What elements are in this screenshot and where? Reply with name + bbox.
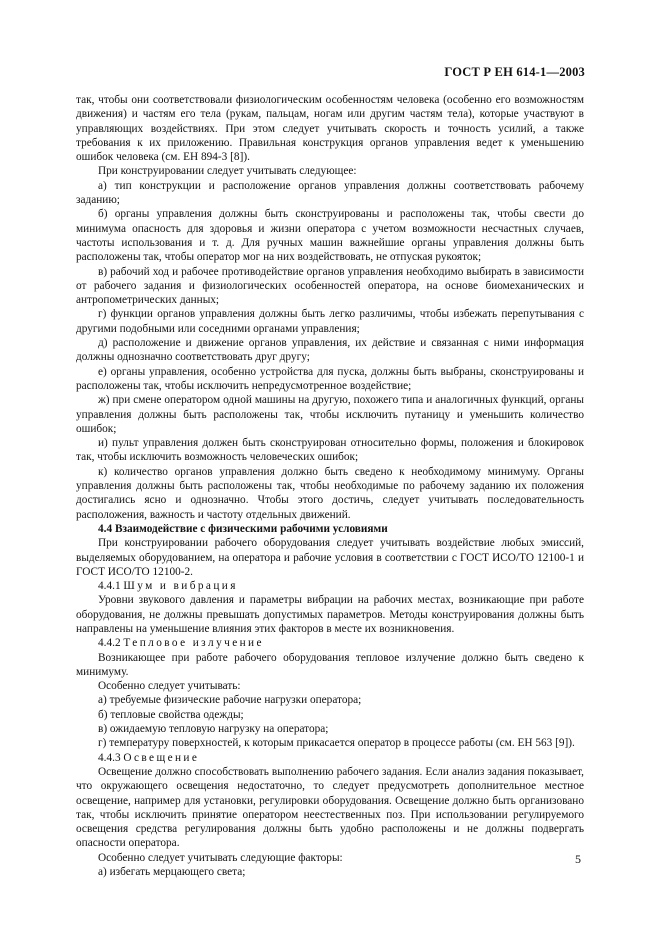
paragraph: При конструировании следует учитывать следующее: (98, 165, 357, 178)
subsection-number: 4.4.3 (98, 751, 124, 764)
subsection-number: 4.4.2 (98, 637, 124, 650)
paragraph: Уровни звукового давления и параметры вибрации на рабочих местах, возникающие при работе оборудования, не должны превышать допустимых параметров. Методы конструирования должны быть направлены на уменьшение влияния этих факторов в месте их возникновения. (76, 594, 584, 635)
paragraph: в) ожидаемую тепловую нагрузку на оператора; (98, 723, 329, 736)
paragraph: г) функции органов управления должны быть легко различимы, чтобы избежать перепутывания с другими подобными или соседними органами управления; (76, 308, 584, 335)
paragraph: а) избегать мерцающего света; (98, 866, 246, 879)
paragraph: При конструировании рабочего оборудования следует учитывать воздействие любых эмиссий, выделяемых оборудованием, на оператора и рабочие условия в соответствии с ГОСТ ИСО/ТО 12100-1 и ГОСТ ИСО/ТО 12100-2. (76, 537, 584, 578)
paragraph: а) требуемые физические рабочие нагрузки оператора; (98, 694, 362, 707)
paragraph: Особенно следует учитывать: (98, 680, 241, 693)
subsection-title: Тепловое излучение (123, 637, 264, 650)
subsection-title: Шум и вибрация (123, 580, 238, 593)
subsection-number: 4.4.1 (98, 580, 124, 593)
paragraph: Особенно следует учитывать следующие факторы: (98, 851, 343, 864)
standard-designation: ГОСТ Р ЕН 614-1—2003 (444, 65, 585, 79)
paragraph: е) органы управления, особенно устройства для пуска, должны быть выбраны, сконструированы и расположены так, чтобы исключить непредусмотренное воздействие; (76, 365, 584, 392)
paragraph: Освещение должно способствовать выполнению рабочего задания. Если анализ задания показывает, что окружающего освещения недостаточно, то следует предусмотреть дополнительное местное освещение, например для установки, регулировки оборудования. Освещение должно быть организовано так, чтобы исключить принятие оператором неестественных поз. При использовании регулируемого освещения средства регулирования должны быть удобно расположены и не должны подвергать опасности оператора. (76, 765, 584, 850)
subsection-heading (76, 579, 584, 593)
page-number: 5 (575, 852, 581, 866)
subsection-heading (76, 636, 584, 650)
paragraph: г) температуру поверхностей, к которым прикасается оператор в процессе работы (см. ЕН 563 [9]). (98, 737, 575, 750)
paragraph: б) тепловые свойства одежды; (98, 708, 244, 721)
paragraph: так, чтобы они соответствовали физиологическим особенностям человека (особенно его возможностям движения) и частям его тела (рукам, пальцам, ногам или другим частям тела), которые участвуют в управляющих воздействиях. При этом следует учитывать скорость и точность усилий, а также требования к их приложению. Правильная конструкция органов управления ведет к уменьшению ошибок человека (см. ЕН 894-3 [8]). (76, 94, 584, 164)
paragraph: Возникающее при работе рабочего оборудования тепловое излучение должно быть сведено к минимуму. (76, 651, 584, 678)
paragraph: д) расположение и движение органов управления, их действие и связанная с ними информация должны однозначно соответствовать друг другу; (76, 337, 584, 364)
section-heading: 4.4 Взаимодействие с физическими рабочими условиями (98, 522, 388, 535)
subsection-heading (76, 751, 584, 765)
document-body (76, 93, 584, 879)
subsection-title: Освещение (123, 751, 200, 764)
paragraph: к) количество органов управления должно быть сведено к необходимому минимуму. Органы управления должны быть расположены так, чтобы необходимые по рабочему заданию их положения достигались ясно и однозначно. Чтобы этого достичь, следует учитывать последовательность расположения, важность и частоту отдельных движений. (76, 465, 584, 521)
paragraph: в) рабочий ход и рабочее противодействие органов управления необходимо выбирать в зависимости от рабочего задания и физиологических особенностей оператора, на основе биомеханических и антропометрических данных; (76, 265, 584, 307)
paragraph: ж) при смене оператором одной машины на другую, похожего типа и аналогичных функций, органы управления должны быть расположены так, чтобы исключить путаницу и уменьшить количество ошибок; (76, 394, 584, 435)
paragraph: б) органы управления должны быть сконструированы и расположены так, чтобы свести до минимума опасность для здоровья и жизни оператора с учетом возможности несчастных случаев, частоты использования и т. д. Для ручных машин важнейшие органы управления должны быть расположены так, чтобы оператор мог на них воздействовать, не отпуская рукояток; (76, 208, 584, 264)
paragraph: и) пульт управления должен быть сконструирован относительно формы, положения и блокировок так, чтобы исключить возможность человеческих ошибок; (76, 437, 584, 464)
paragraph: а) тип конструкции и расположение органов управления должны соответствовать рабочему заданию; (76, 179, 584, 207)
